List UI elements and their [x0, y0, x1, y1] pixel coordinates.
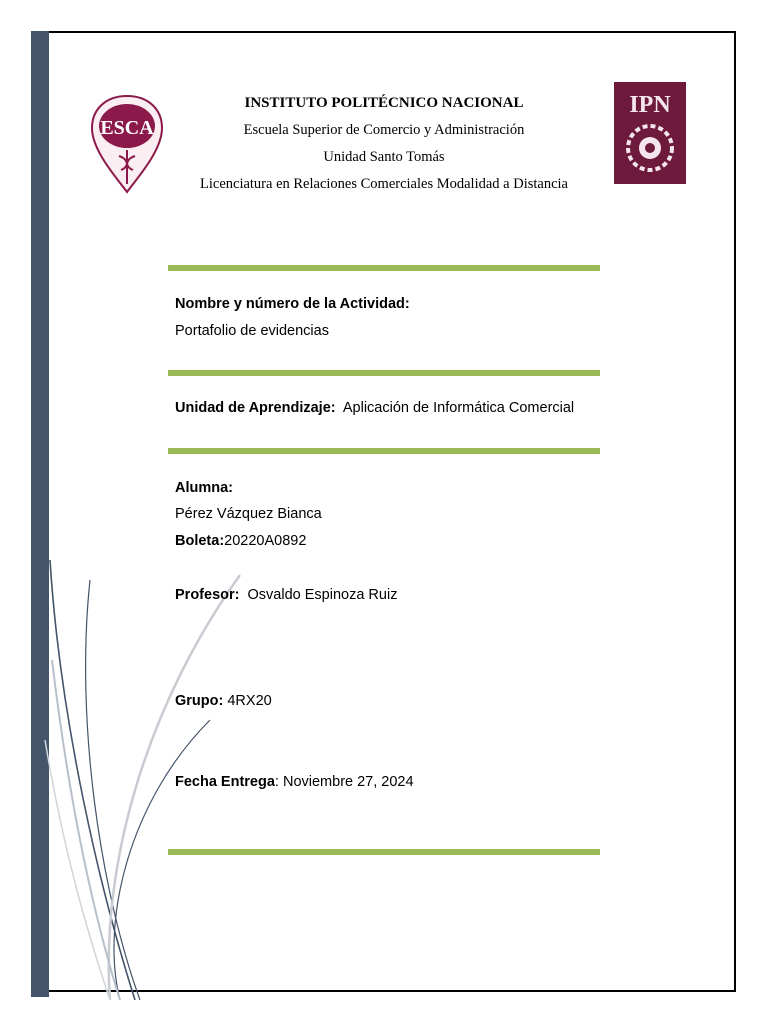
svg-text:ESCA: ESCA — [100, 117, 154, 139]
due-date-value: : Noviembre 27, 2024 — [274, 774, 414, 790]
degree-name: Licenciatura en Relaciones Comerciales Modalidad a Distancia — [200, 176, 568, 192]
institution-header — [170, 90, 598, 198]
divider-rule — [168, 849, 600, 855]
school-name: Escuela Superior de Comercio y Administración — [243, 122, 525, 138]
esca-logo-icon — [89, 92, 165, 196]
divider-rule — [168, 370, 600, 376]
divider-rule — [168, 448, 600, 454]
learning-unit-value: Aplicación de Informática Comercial — [342, 400, 575, 416]
group — [175, 692, 272, 710]
professor-label: Profesor: — [175, 587, 240, 603]
learning-unit-label: Unidad de Aprendizaje: — [175, 400, 336, 416]
professor-value: Osvaldo Espinoza Ruiz — [247, 587, 398, 603]
activity-label: Nombre y número de la Actividad: — [175, 296, 410, 312]
student-name: Pérez Vázquez Bianca — [175, 506, 322, 522]
unit-name: Unidad Santo Tomás — [323, 149, 445, 165]
due-date — [175, 773, 414, 791]
group-value: 4RX20 — [227, 693, 272, 709]
ipn-logo-icon — [610, 78, 690, 188]
group-label: Grupo: — [175, 693, 224, 709]
due-date-label: Fecha Entrega — [175, 774, 275, 790]
institute-name: INSTITUTO POLITÉCNICO NACIONAL — [244, 95, 524, 111]
activity-value: Portafolio de evidencias — [175, 323, 329, 339]
boleta-value: 20220A0892 — [224, 533, 307, 549]
professor — [175, 586, 397, 604]
divider-rule — [168, 265, 600, 271]
svg-text:IPN: IPN — [629, 92, 671, 118]
student-label: Alumna: — [175, 480, 233, 496]
learning-unit — [175, 399, 574, 417]
student-boleta — [175, 532, 306, 550]
boleta-label: Boleta: — [175, 533, 225, 549]
